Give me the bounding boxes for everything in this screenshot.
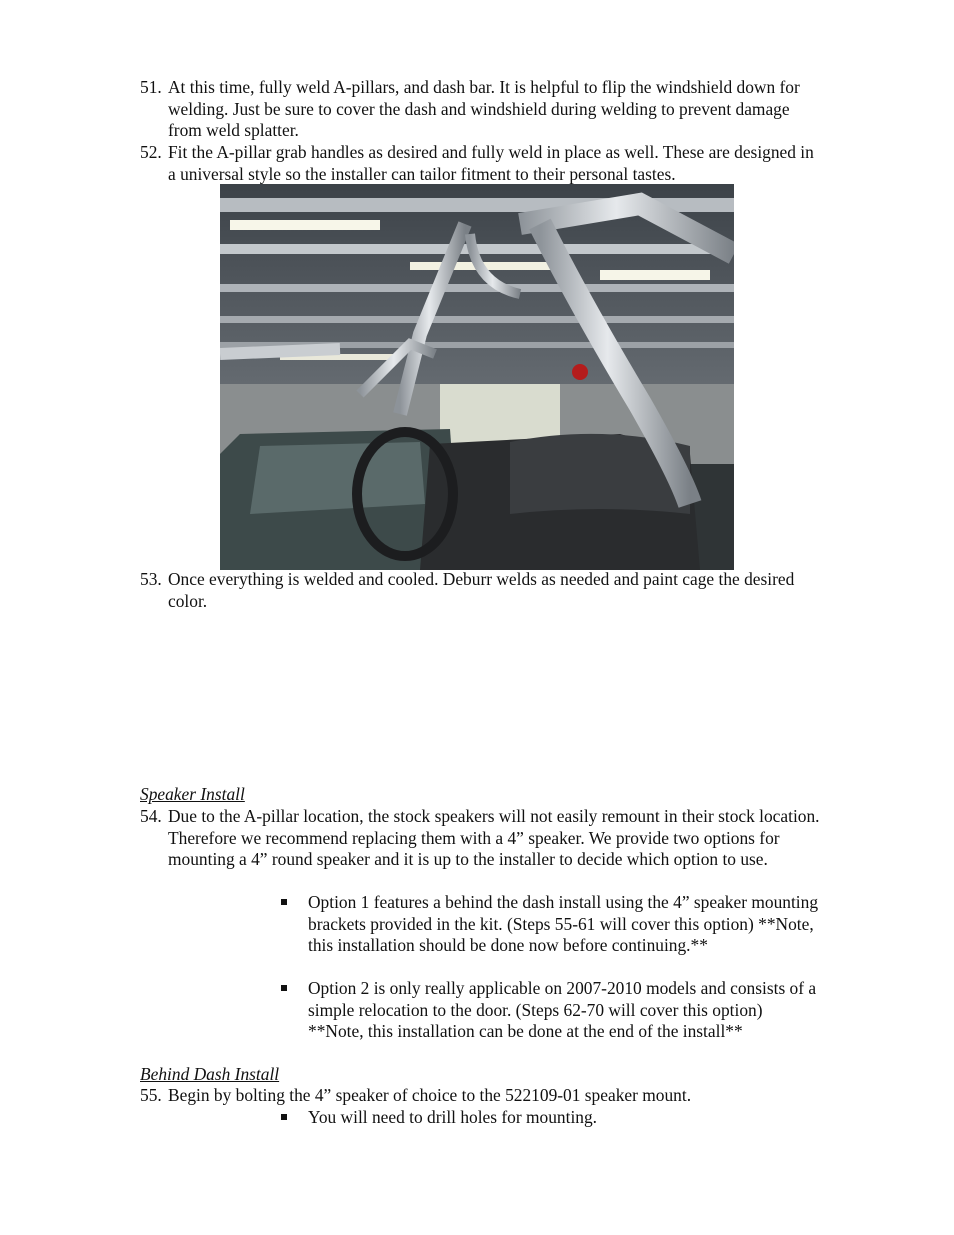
bullet-text: Option 2 is only really applicable on 2007-2010 models and consists of a simple relocation to the door. (Steps 62-70 will cover this option) **Note, this installation can be done at the end of the install**	[308, 978, 817, 1041]
bullet-marker	[281, 1114, 287, 1120]
bullet-option-1	[281, 892, 821, 957]
step-54	[140, 806, 820, 871]
bullet-option-2	[281, 978, 821, 1043]
step-text: Fit the A-pillar grab handles as desired and fully weld in place as well. These are designed in a universal style so the installer can tailor fitment to their personal tastes.	[168, 142, 814, 184]
bullet-marker	[281, 899, 287, 905]
bullet-marker	[281, 985, 287, 991]
step-text: At this time, fully weld A-pillars, and dash bar. It is helpful to flip the windshield down for welding. Just be sure to cover the dash and windshield during welding to prevent damage from weld splatter.	[168, 77, 800, 140]
step-text: Due to the A-pillar location, the stock speakers will not easily remount in their stock location. Therefore we recommend replacing them with a 4” speaker. We provide two options for mounting a 4” round speaker and it is up to the installer to decide which option to use.	[168, 806, 820, 869]
step-53	[140, 569, 820, 612]
bullet-text: Option 1 features a behind the dash install using the 4” speaker mounting brackets provided in the kit. (Steps 55-61 will cover this option) **Note, this installation should be done now before continuing.**	[308, 892, 819, 955]
step-number: 53.	[140, 569, 162, 589]
step-number: 52.	[140, 142, 162, 162]
step-number: 51.	[140, 77, 162, 97]
section-heading-speaker-install: Speaker Install	[140, 784, 245, 804]
roll-cage-photo	[220, 184, 734, 570]
bullet-text: You will need to drill holes for mounting.	[308, 1107, 598, 1127]
step-text: Begin by bolting the 4” speaker of choice to the 522109-01 speaker mount.	[168, 1085, 692, 1105]
step-52	[140, 142, 820, 185]
bullet-drill-holes	[281, 1107, 821, 1129]
section-heading-behind-dash-install: Behind Dash Install	[140, 1064, 280, 1084]
step-number: 54.	[140, 806, 162, 826]
step-51	[140, 77, 820, 142]
step-55	[140, 1085, 820, 1107]
step-text: Once everything is welded and cooled. Deburr welds as needed and paint cage the desired color.	[168, 569, 795, 611]
step-number: 55.	[140, 1085, 162, 1105]
